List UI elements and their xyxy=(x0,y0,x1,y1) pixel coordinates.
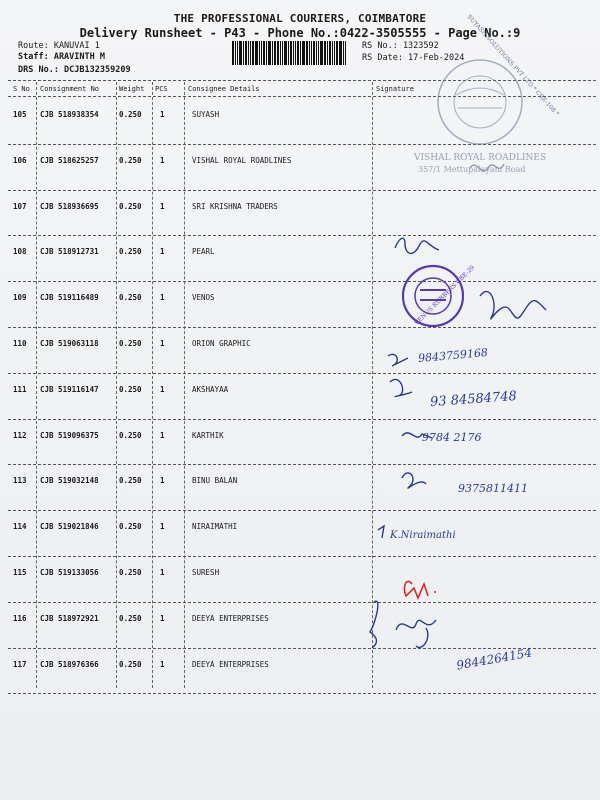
cell-consignee: NIRAIMATHI xyxy=(192,522,238,532)
rs-date: RS Date: 17-Feb-2024 xyxy=(362,53,465,63)
cell-pcs: 1 xyxy=(160,613,165,623)
cell-consignee: DEEYA ENTERPRISES xyxy=(192,613,269,623)
cell-consignee: DEEYA ENTERPRISES xyxy=(192,659,269,669)
cell-consignee: SUYASH xyxy=(192,110,220,119)
cell-sno: 112 xyxy=(13,430,27,440)
suyash-stamp xyxy=(438,60,522,144)
cell-sno: 115 xyxy=(13,568,27,577)
col-header-signature: Signature xyxy=(376,85,414,93)
drs-number: DRS No.: DCJB132359209 xyxy=(18,65,131,75)
cell-consignment: CJB 519133056 xyxy=(40,568,99,577)
cell-weight: 0.250 xyxy=(119,293,142,303)
cell-consignee: BINU BALAN xyxy=(192,476,238,486)
col-header-pcs: PCS xyxy=(155,85,168,93)
cell-weight: 0.250 xyxy=(119,247,142,257)
cell-pcs: 1 xyxy=(160,247,165,257)
cell-weight: 0.250 xyxy=(119,476,142,486)
cell-pcs: 1 xyxy=(160,155,165,165)
cell-consignment: CJB 518938354 xyxy=(40,110,99,119)
sig-113 xyxy=(402,473,426,488)
sig-113-phone: 9375811411 xyxy=(458,482,528,495)
cell-consignment: CJB 519063118 xyxy=(40,339,99,348)
vishal-stamp-address: 357/1 Mettupalayam Road xyxy=(418,165,526,174)
sig-109 xyxy=(480,291,546,318)
cell-pcs: 1 xyxy=(160,568,165,577)
sig-117-phone: 9844264154 xyxy=(455,645,533,673)
cell-sno: 116 xyxy=(13,613,27,623)
cell-pcs: 1 xyxy=(160,430,165,440)
cell-weight: 0.250 xyxy=(119,110,142,119)
staff-label: Staff: ARAVINTH M xyxy=(18,52,105,62)
cell-consignee: KARTHIK xyxy=(192,430,224,440)
cell-consignee: VENOS xyxy=(192,293,215,303)
cell-consignee: AKSHAYAA xyxy=(192,384,229,394)
sig-108 xyxy=(395,238,439,253)
col-header-consignee: Consignee Details xyxy=(188,85,260,93)
col-header-sno: S No xyxy=(13,85,30,93)
venus-stamp xyxy=(403,266,463,326)
cell-weight: 0.250 xyxy=(119,522,142,532)
cell-consignee: SRI KRISHNA TRADERS xyxy=(192,201,278,211)
red-signature xyxy=(404,581,436,598)
cell-sno: 110 xyxy=(13,339,27,348)
cell-consignment: CJB 519116147 xyxy=(40,384,99,394)
col-header-consignment: Consignment No xyxy=(40,85,100,93)
cell-sno: 107 xyxy=(13,201,27,211)
cell-weight: 0.250 xyxy=(119,339,142,348)
cell-consignee: SURESH xyxy=(192,568,220,577)
sig-114-name: K.Niraimathi xyxy=(390,530,456,541)
cell-weight: 0.250 xyxy=(119,613,142,623)
cell-consignment: CJB 518976366 xyxy=(40,659,99,669)
cell-pcs: 1 xyxy=(160,476,165,486)
cell-weight: 0.250 xyxy=(119,384,142,394)
cell-weight: 0.250 xyxy=(119,659,142,669)
cell-sno: 105 xyxy=(13,110,27,119)
sig-116-117 xyxy=(370,601,436,648)
cell-consignment: CJB 519021846 xyxy=(40,522,99,532)
company-title: THE PROFESSIONAL COURIERS, COIMBATORE xyxy=(173,12,427,25)
sig-111-phone: 93 84584748 xyxy=(429,388,518,411)
cell-pcs: 1 xyxy=(160,339,165,348)
cell-consignment: CJB 519096375 xyxy=(40,430,99,440)
suyash-stamp-text: SUYASH SOLUTIONS PVT LTD * CBE-108 * xyxy=(465,13,561,118)
cell-sno: 114 xyxy=(13,522,27,532)
cell-sno: 111 xyxy=(13,384,27,394)
cell-weight: 0.250 xyxy=(119,201,142,211)
cell-pcs: 1 xyxy=(160,110,165,119)
cell-pcs: 1 xyxy=(160,384,165,394)
cell-sno: 108 xyxy=(13,247,27,257)
cell-pcs: 1 xyxy=(160,293,165,303)
cell-consignment: CJB 518912731 xyxy=(40,247,99,257)
sig-111 xyxy=(390,379,412,396)
cell-pcs: 1 xyxy=(160,659,165,669)
sig-110 xyxy=(388,354,408,366)
cell-consignee: VISHAL ROYAL ROADLINES xyxy=(192,155,292,165)
sig-110-phone: 9843759168 xyxy=(417,345,489,366)
col-header-weight: Weight xyxy=(119,85,145,93)
vishal-stamp-name: VISHAL ROYAL ROADLINES xyxy=(414,153,547,163)
cell-pcs: 1 xyxy=(160,522,165,532)
route-label: Route: KANUVAI 1 xyxy=(18,41,100,51)
cell-consignee: PEARL xyxy=(192,247,215,257)
cell-sno: 109 xyxy=(13,293,27,303)
cell-consignment: CJB 518936695 xyxy=(40,201,99,211)
cell-pcs: 1 xyxy=(160,201,165,211)
cell-sno: 117 xyxy=(13,659,27,669)
cell-consignment: CJB 519032148 xyxy=(40,476,99,486)
cell-weight: 0.250 xyxy=(119,568,142,577)
runsheet-subtitle: Delivery Runsheet - P43 - Phone No.:0422-3505555 - Page No.:9 xyxy=(79,26,521,40)
cell-weight: 0.250 xyxy=(119,155,142,165)
sig-112-phone: 9784 2176 xyxy=(422,431,482,444)
rs-number: RS No.: 1323592 xyxy=(362,41,439,51)
cell-weight: 0.250 xyxy=(119,430,142,440)
cell-sno: 113 xyxy=(13,476,27,486)
cell-consignment: CJB 518972921 xyxy=(40,613,99,623)
cell-sno: 106 xyxy=(13,155,27,165)
cell-consignee: ORION GRAPHIC xyxy=(192,339,251,348)
cell-consignment: CJB 519116489 xyxy=(40,293,99,303)
venus-stamp-text: VENUS RUBBERS CBE-29 xyxy=(413,264,477,327)
cell-consignment: CJB 518625257 xyxy=(40,155,99,165)
sig-114-mark xyxy=(378,526,384,538)
